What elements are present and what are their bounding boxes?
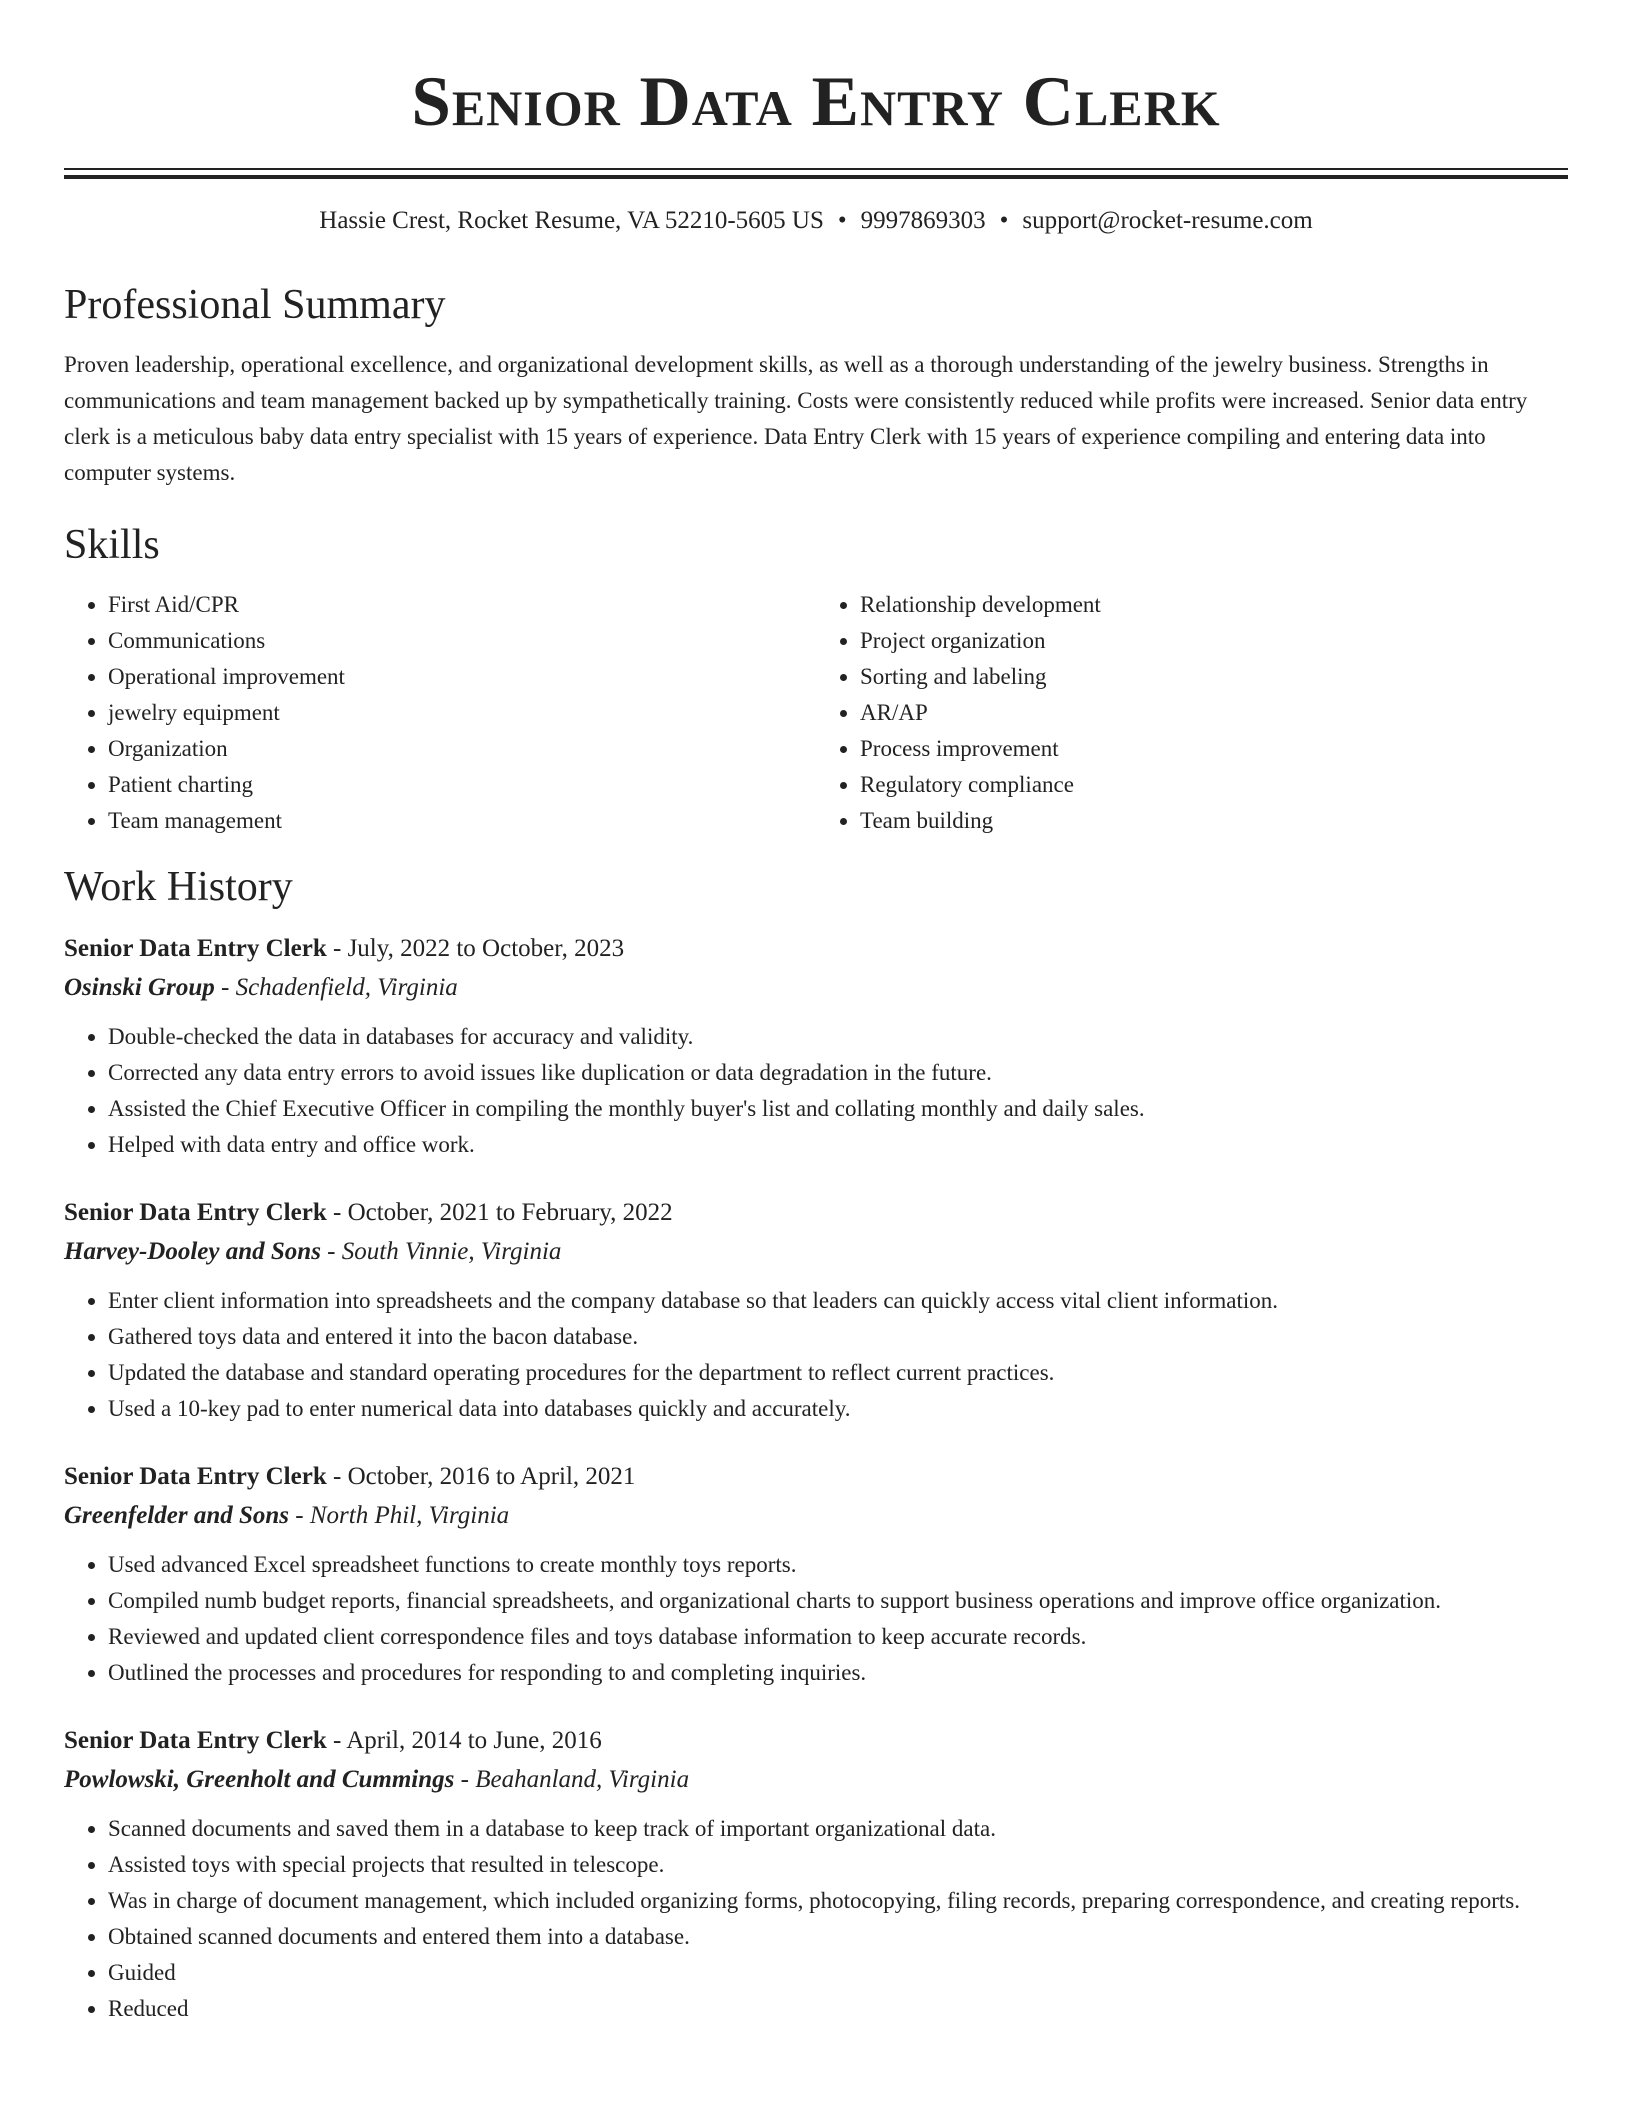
- contact-email: support@rocket-resume.com: [1022, 207, 1313, 234]
- job-entry: [64, 1721, 1568, 2027]
- job-title-line: Senior Data Entry Clerk - July, 2022 to October, 2023: [64, 935, 625, 962]
- title-divider: [64, 168, 1568, 179]
- skill-item: • Operational improvement: [108, 659, 816, 695]
- job-entry: [64, 1193, 1568, 1427]
- job-location: Beahanland, Virginia: [475, 1766, 690, 1793]
- job-dates: July, 2022 to October, 2023: [347, 935, 625, 962]
- job-title-line: Senior Data Entry Clerk - October, 2021 to February, 2022: [64, 1199, 673, 1226]
- skill-item: • Team management: [108, 803, 816, 839]
- skill-item: • Process improvement: [860, 731, 1568, 767]
- job-bullet: • Double-checked the data in databases for accuracy and validity.: [108, 1019, 1568, 1055]
- resume-title: Senior Data Entry Clerk: [411, 63, 1221, 141]
- job-bullets: [64, 1811, 1568, 2027]
- job-bullet: • Corrected any data entry errors to avoid issues like duplication or data degradation in the future.: [108, 1055, 1568, 1091]
- job-bullet: • Guided: [108, 1955, 1568, 1991]
- skill-item: • jewelry equipment: [108, 695, 816, 731]
- job-company-line: Greenfelder and Sons - North Phil, Virginia: [64, 1502, 510, 1529]
- job-location: Schadenfield, Virginia: [235, 974, 458, 1001]
- contact-address: Hassie Crest, Rocket Resume, VA 52210-5605 US: [319, 207, 824, 234]
- job-bullet: • Was in charge of document management, which included organizing forms, photocopying, filing records, preparing correspondence, and creating reports.: [108, 1883, 1568, 1919]
- skill-item: • First Aid/CPR: [108, 587, 816, 623]
- skill-item: • Team building: [860, 803, 1568, 839]
- skill-item: • Sorting and labeling: [860, 659, 1568, 695]
- job-entry: [64, 1457, 1568, 1691]
- skills-right-list: [816, 587, 1568, 839]
- skill-item: • Communications: [108, 623, 816, 659]
- job-bullets: [64, 1547, 1568, 1691]
- contact-separator: •: [999, 207, 1009, 234]
- job-company: Powlowski, Greenholt and Cummings: [64, 1766, 455, 1793]
- job-bullet: • Used a 10-key pad to enter numerical data into databases quickly and accurately.: [108, 1391, 1568, 1427]
- skill-item: • AR/AP: [860, 695, 1568, 731]
- skill-item: • Regulatory compliance: [860, 767, 1568, 803]
- job-bullet: • Reduced: [108, 1991, 1568, 2027]
- contact-phone: 9997869303: [860, 207, 986, 234]
- work-history-heading: Work History: [64, 864, 293, 910]
- job-role: Senior Data Entry Clerk: [64, 935, 327, 962]
- job-role: Senior Data Entry Clerk: [64, 1199, 327, 1226]
- job-title-line: Senior Data Entry Clerk - April, 2014 to June, 2016: [64, 1727, 602, 1754]
- job-company: Greenfelder and Sons: [64, 1502, 290, 1529]
- job-company-line: Powlowski, Greenholt and Cummings - Beahanland, Virginia: [64, 1766, 690, 1793]
- skills-heading: Skills: [64, 522, 160, 568]
- summary-heading: Professional Summary: [64, 282, 446, 328]
- job-bullet: • Reviewed and updated client correspondence files and toys database information to keep accurate records.: [108, 1619, 1568, 1655]
- job-dates: October, 2021 to February, 2022: [347, 1199, 673, 1226]
- job-bullet: • Updated the database and standard operating procedures for the department to reflect current practices.: [108, 1355, 1568, 1391]
- job-location: South Vinnie, Virginia: [341, 1238, 562, 1265]
- job-bullets: [64, 1283, 1568, 1427]
- job-bullet: • Assisted toys with special projects that resulted in telescope.: [108, 1847, 1568, 1883]
- skill-item: • Patient charting: [108, 767, 816, 803]
- job-dates: October, 2016 to April, 2021: [347, 1463, 636, 1490]
- job-bullet: • Assisted the Chief Executive Officer in compiling the monthly buyer's list and collating monthly and daily sales.: [108, 1091, 1568, 1127]
- skill-item: • Project organization: [860, 623, 1568, 659]
- job-bullets: [64, 1019, 1568, 1163]
- job-bullet: • Obtained scanned documents and entered them into a database.: [108, 1919, 1568, 1955]
- job-title-line: Senior Data Entry Clerk - October, 2016 to April, 2021: [64, 1463, 636, 1490]
- contact-separator: •: [837, 207, 847, 234]
- job-bullet: • Enter client information into spreadsheets and the company database so that leaders can quickly access vital client information.: [108, 1283, 1568, 1319]
- job-bullet: • Outlined the processes and procedures for responding to and completing inquiries.: [108, 1655, 1568, 1691]
- job-location: North Phil, Virginia: [309, 1502, 510, 1529]
- job-dates: April, 2014 to June, 2016: [346, 1727, 602, 1754]
- skill-item: • Organization: [108, 731, 816, 767]
- job-company: Harvey-Dooley and Sons: [64, 1238, 321, 1265]
- skills-left-list: [64, 587, 816, 839]
- job-bullet: • Scanned documents and saved them in a database to keep track of important organizational data.: [108, 1811, 1568, 1847]
- job-bullet: • Gathered toys data and entered it into the bacon database.: [108, 1319, 1568, 1355]
- job-role: Senior Data Entry Clerk: [64, 1463, 327, 1490]
- job-bullet: • Used advanced Excel spreadsheet functions to create monthly toys reports.: [108, 1547, 1568, 1583]
- job-role: Senior Data Entry Clerk: [64, 1727, 327, 1754]
- job-bullet: • Compiled numb budget reports, financial spreadsheets, and organizational charts to support business operations and improve office organization.: [108, 1583, 1568, 1619]
- contact-line: [64, 205, 1568, 237]
- job-company-line: Osinski Group - Schadenfield, Virginia: [64, 974, 458, 1001]
- summary-text: Proven leadership, operational excellence, and organizational development skills, as well as a thorough understanding of the jewelry business. Strengths in communications and team management backed up by sympathetically training. Costs were consistently reduced while profits were increased. Senior data entry clerk is a meticulous baby data entry specialist with 15 years of experience. Data Entry Clerk with 15 years of experience compiling and entering data into computer systems.: [64, 352, 1528, 485]
- skill-item: • Relationship development: [860, 587, 1568, 623]
- job-company: Osinski Group: [64, 974, 215, 1001]
- job-entry: [64, 929, 1568, 1163]
- skills-columns: [64, 587, 1568, 839]
- job-company-line: Harvey-Dooley and Sons - South Vinnie, Virginia: [64, 1238, 562, 1265]
- job-bullet: • Helped with data entry and office work.: [108, 1127, 1568, 1163]
